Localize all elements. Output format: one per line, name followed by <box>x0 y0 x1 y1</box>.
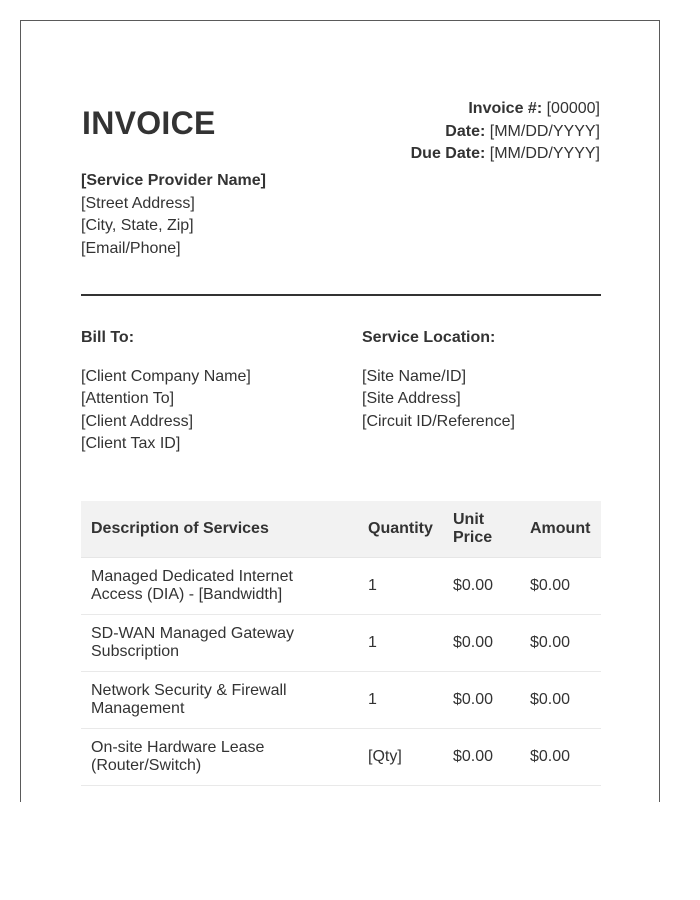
invoice-number-value: [00000] <box>546 100 600 117</box>
table-row <box>81 615 601 672</box>
provider-street: [Street Address] <box>81 194 195 212</box>
row-description: Managed Dedicated Internet Access (DIA) - [Bandwidth] <box>81 558 358 615</box>
row-amount: $0.00 <box>520 672 601 729</box>
bill-to-line: [Attention To] <box>81 390 175 407</box>
service-location-heading: Service Location: <box>362 329 496 346</box>
service-location-line: [Circuit ID/Reference] <box>362 412 515 430</box>
invoice-title: INVOICE <box>82 105 216 141</box>
invoice-due-date-line <box>411 143 600 166</box>
bill-to-line: [Client Company Name] <box>81 367 251 385</box>
invoice-due-date-label: Due Date: <box>410 145 486 162</box>
row-description: Network Security & Firewall Management <box>81 672 358 729</box>
row-quantity: 1 <box>358 615 443 672</box>
row-quantity: 1 <box>358 558 443 615</box>
provider-contact: [Email/Phone] <box>81 239 181 257</box>
service-location-block <box>362 327 515 433</box>
row-quantity: 1 <box>358 672 443 729</box>
table-header-row <box>81 501 601 558</box>
section-divider <box>81 294 601 296</box>
services-table <box>81 501 601 786</box>
bill-to-heading: Bill To: <box>81 329 135 346</box>
table-row <box>81 729 601 786</box>
row-description: SD-WAN Managed Gateway Subscription <box>81 615 358 672</box>
header-amount: Amount <box>520 501 601 558</box>
bill-to-block <box>81 327 251 456</box>
row-amount: $0.00 <box>520 558 601 615</box>
invoice-meta <box>411 98 600 166</box>
provider-block <box>81 170 266 260</box>
provider-city: [City, State, Zip] <box>81 217 194 234</box>
invoice-number-label: Invoice #: <box>468 100 543 117</box>
invoice-date-label: Date: <box>445 122 486 140</box>
bill-to-line: [Client Tax ID] <box>81 435 181 452</box>
row-unit-price: $0.00 <box>443 615 520 672</box>
row-amount: $0.00 <box>520 729 601 786</box>
invoice-due-date-value: [MM/DD/YYYY] <box>489 145 600 162</box>
invoice-date-value: [MM/DD/YYYY] <box>489 122 600 140</box>
service-location-line: [Site Name/ID] <box>362 367 467 385</box>
row-description: On-site Hardware Lease (Router/Switch) <box>81 729 358 786</box>
provider-name: [Service Provider Name] <box>81 172 266 189</box>
bill-to-line: [Client Address] <box>81 412 194 430</box>
service-location-line: [Site Address] <box>362 390 461 407</box>
row-amount: $0.00 <box>520 615 601 672</box>
invoice-number-line <box>411 98 600 121</box>
table-row <box>81 672 601 729</box>
row-unit-price: $0.00 <box>443 672 520 729</box>
header-quantity: Quantity <box>358 501 443 558</box>
invoice-sheet <box>20 20 660 802</box>
row-unit-price: $0.00 <box>443 729 520 786</box>
row-unit-price: $0.00 <box>443 558 520 615</box>
invoice-date-line <box>411 121 600 144</box>
header-description: Description of Services <box>81 501 358 558</box>
row-quantity: [Qty] <box>358 729 443 786</box>
header-unit-price: Unit Price <box>443 501 520 558</box>
table-row <box>81 558 601 615</box>
